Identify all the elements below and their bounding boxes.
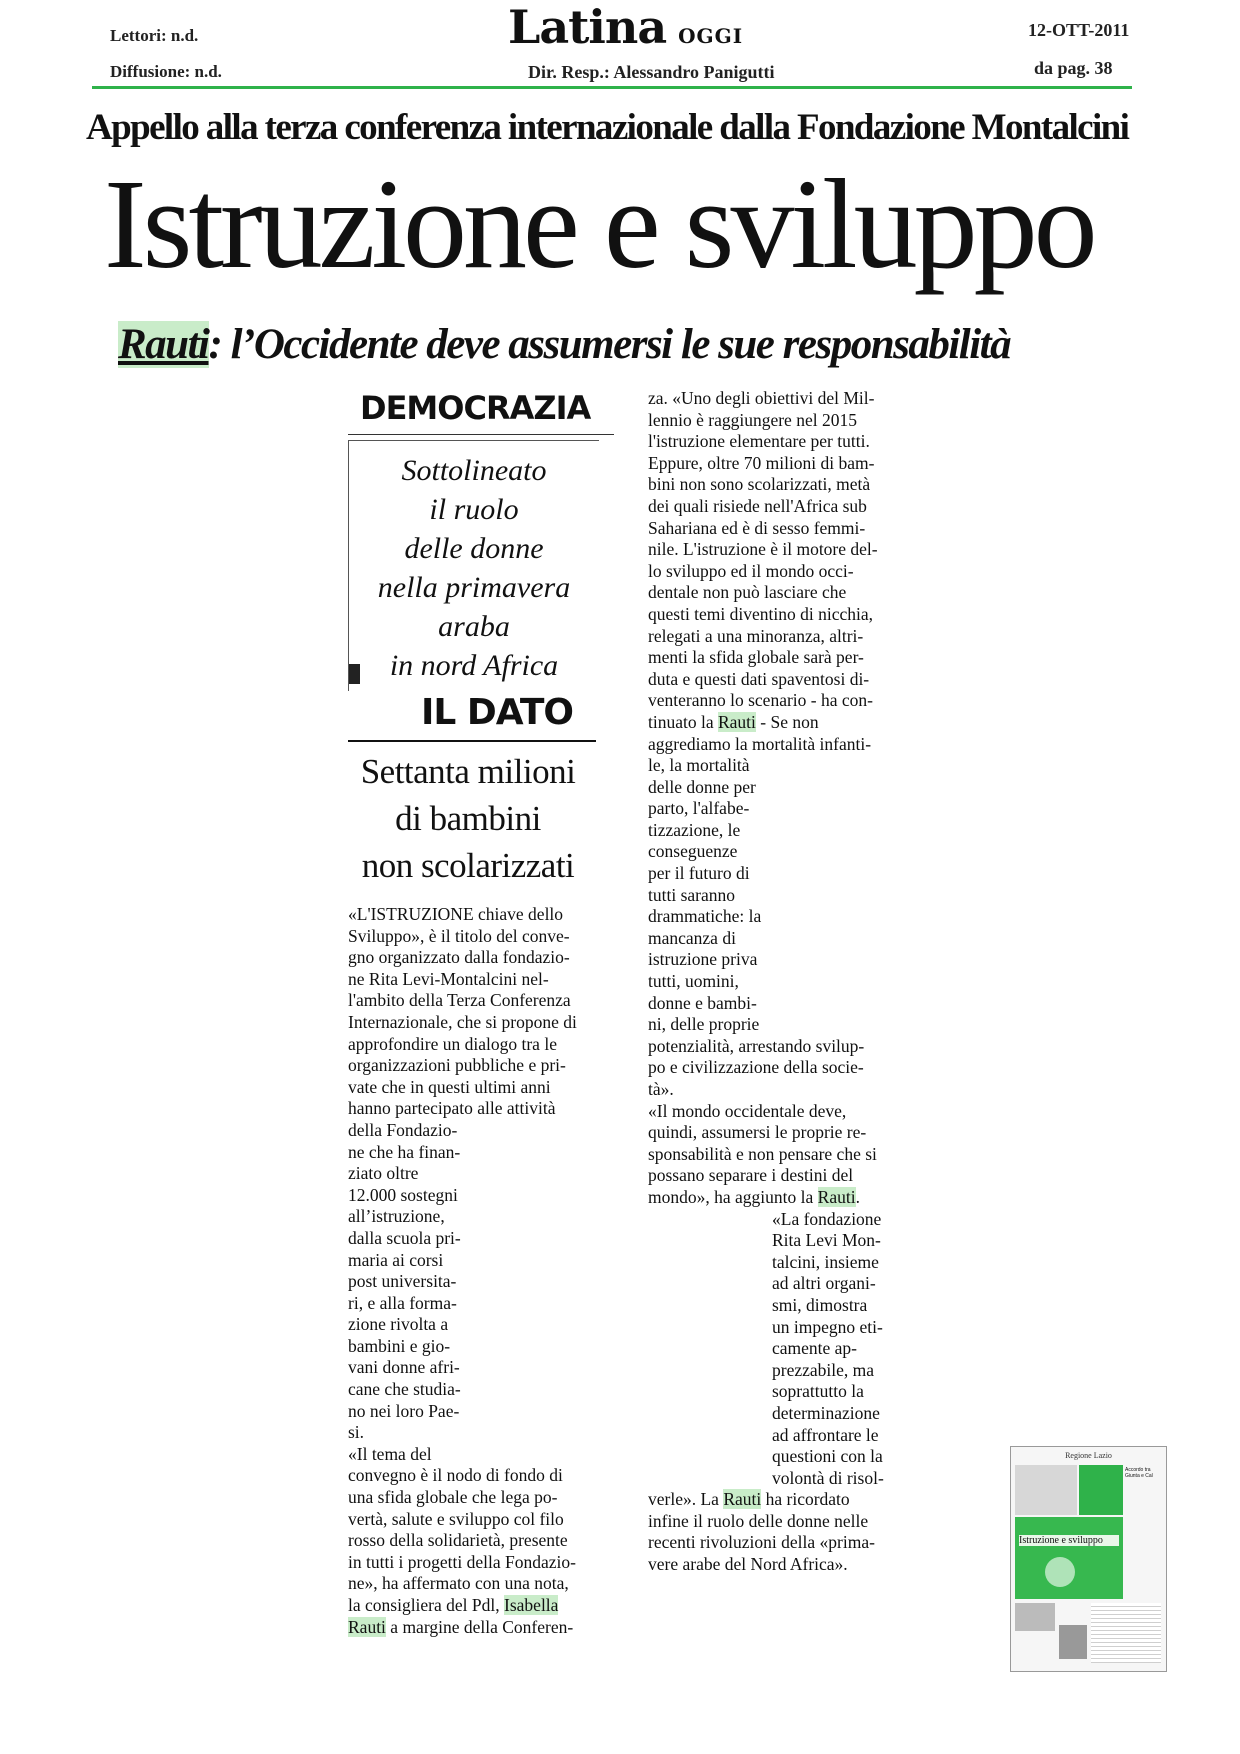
text-line: dei quali risiede nell'Africa sub <box>648 495 867 516</box>
text-line: menti la sfida globale sarà per- <box>648 647 864 668</box>
highlighted-name: Rauti <box>723 1489 762 1510</box>
text-line: dalla scuola pri- <box>348 1227 461 1248</box>
subhead-name: Rauti <box>118 321 209 368</box>
text-line: le, la mortalità <box>648 755 750 776</box>
thumbnail-headline: Istruzione e sviluppo <box>1019 1535 1119 1546</box>
text-line: Rauti a margine della Conferen- <box>348 1616 574 1637</box>
text-line: ne», ha affermato con una nota, <box>348 1573 569 1594</box>
date-label: 12-OTT-2011 <box>1028 20 1130 40</box>
page-thumbnail <box>1010 1446 1167 1672</box>
text-line: nile. L'istruzione è il motore del- <box>648 539 878 560</box>
text-line: mancanza di <box>648 927 736 948</box>
text-line: ad affrontare le <box>772 1424 879 1445</box>
text-line: approfondire un dialogo tra le <box>348 1033 557 1054</box>
text-line: lo sviluppo ed il mondo occi- <box>648 560 854 581</box>
subhead-rest: : l’Occidente deve assumersi le sue responsabilità <box>208 321 1011 368</box>
text-line: lennio è raggiungere nel 2015 <box>648 409 857 430</box>
text-line: tutti saranno <box>648 884 735 905</box>
text-line: recenti rivoluzioni della «prima- <box>648 1532 875 1553</box>
pull-quote-line: in nord Africa <box>389 649 559 682</box>
text-line: soprattutto la <box>772 1381 864 1402</box>
text-line: organizzazioni pubbliche e pri- <box>348 1055 566 1076</box>
thumbnail-article <box>1015 1517 1123 1599</box>
box-title-line: di bambini <box>395 799 541 838</box>
text-line: vate che in questi ultimi anni <box>348 1076 551 1097</box>
logo-sub: OGGI <box>678 24 744 48</box>
thumbnail-green-panel <box>1079 1465 1123 1515</box>
text-line: si. <box>348 1422 365 1443</box>
highlighted-name: Rauti <box>348 1616 386 1637</box>
text-line: smi, dimostra <box>772 1294 868 1315</box>
text-line: ziato oltre <box>348 1163 419 1184</box>
text-line: «Il tema del <box>348 1443 432 1464</box>
text-line: hanno partecipato alle attività <box>348 1098 556 1119</box>
text-line: tizzazione, le <box>648 819 741 840</box>
text-line: zione rivolta a <box>348 1314 449 1335</box>
text-line: ne Rita Levi-Montalcini nel- <box>348 968 549 989</box>
text-line: determinazione <box>772 1402 880 1423</box>
text-line: «Il mondo occidentale deve, <box>648 1100 847 1121</box>
pull-quote <box>349 441 599 685</box>
kicker: Appello alla terza conferenza internazionale dalla Fondazione Montalcini <box>86 107 1129 148</box>
page-ref-label: da pag. 38 <box>1034 58 1113 78</box>
text-line: Sviluppo», è il titolo del conve- <box>348 925 570 946</box>
text-line: possano separare i destini del <box>648 1165 854 1186</box>
pull-quote-line: araba <box>438 610 510 643</box>
director-label: Dir. Resp.: Alessandro Panigutti <box>528 62 775 82</box>
text-line: Internazionale, che si propone di <box>348 1011 577 1032</box>
text-line: tinuato la Rauti - Se non <box>648 711 819 732</box>
text-line: delle donne per <box>648 776 756 797</box>
text-line: parto, l'alfabe- <box>648 798 750 819</box>
text-line: dentale non può lasciare che <box>648 582 847 603</box>
text-line: vere arabe del Nord Africa». <box>648 1554 848 1575</box>
text-line: un impegno eti- <box>772 1316 883 1337</box>
thumbnail-photo-3 <box>1059 1625 1087 1659</box>
text-line: della Fondazio- <box>348 1119 458 1140</box>
text-line: bini non sono scolarizzati, metà <box>648 474 871 495</box>
text-line: in tutti i progetti della Fondazio- <box>348 1551 576 1572</box>
pull-quote-box <box>348 440 599 691</box>
highlighted-name: Rauti <box>817 1186 856 1207</box>
text-line: vertà, salute e sviluppo col filo <box>348 1508 564 1529</box>
readers-label: Lettori: n.d. <box>110 26 199 45</box>
text-line: l'ambito della Terza Conferenza <box>348 990 571 1011</box>
text-line: duta e questi dati spaventosi di- <box>648 668 870 689</box>
thumbnail-masthead: Regione Lazio <box>1065 1451 1112 1460</box>
text-line: aggrediamo la mortalità infanti- <box>648 733 872 754</box>
text-line: infine il ruolo delle donne nelle <box>648 1510 869 1531</box>
text-line: «La fondazione <box>772 1208 882 1229</box>
text-line: prezzabile, ma <box>772 1359 875 1380</box>
pull-quote-line: nella primavera <box>377 571 571 604</box>
text-line: post universita- <box>348 1271 457 1292</box>
text-line: per il futuro di <box>648 863 750 884</box>
text-line: Eppure, oltre 70 milioni di bam- <box>648 452 875 473</box>
text-line: camente ap- <box>772 1338 858 1359</box>
section-label: DEMOCRAZIA <box>360 389 591 427</box>
text-line: talcini, insieme <box>772 1251 879 1272</box>
text-line: gno organizzato dalla fondazio- <box>348 947 570 968</box>
text-line: no nei loro Pae- <box>348 1400 460 1421</box>
newspaper-logo <box>508 0 744 54</box>
box-title-line: Settanta milioni <box>360 752 576 791</box>
box-title <box>348 748 588 889</box>
text-line: bambini e gio- <box>348 1335 451 1356</box>
text-line: relegati a una minoranza, altri- <box>648 625 864 646</box>
highlighted-name: Rauti <box>717 711 756 732</box>
pull-quote-line: il ruolo <box>429 493 519 526</box>
text-line: l'istruzione elementare per tutti. <box>648 431 870 452</box>
text-line: mondo», ha aggiunto la Rauti. <box>648 1186 860 1207</box>
text-line: maria ai corsi <box>348 1249 444 1270</box>
thumbnail-photo-2 <box>1015 1603 1055 1631</box>
box-title-line: non scolarizzati <box>361 846 575 885</box>
text-line: tà». <box>648 1079 674 1099</box>
column-2 <box>648 388 898 1576</box>
text-line: Sahariana ed è di sesso femmi- <box>648 517 866 538</box>
box-rule <box>348 740 596 742</box>
thumbnail-text <box>1091 1603 1161 1663</box>
text-line: all’istruzione, <box>348 1206 445 1227</box>
section-rule <box>348 434 614 435</box>
pull-quote-line: Sottolineato <box>401 454 547 487</box>
text-line: tutti, uomini, <box>648 971 739 992</box>
highlighted-name: Isabella <box>504 1595 559 1615</box>
text-line: una sfida globale che lega po- <box>348 1487 558 1508</box>
text-line: istruzione priva <box>648 949 758 970</box>
text-line: drammatiche: la <box>648 906 762 927</box>
subhead <box>118 320 1010 369</box>
text-line: Rita Levi Mon- <box>772 1230 881 1251</box>
text-line: rosso della solidarietà, presente <box>348 1530 568 1551</box>
thumbnail-portrait <box>1045 1557 1075 1587</box>
text-line: convegno è il nodo di fondo di <box>348 1465 563 1486</box>
thumbnail-photo <box>1015 1465 1077 1515</box>
text-line: ad altri organi- <box>772 1273 876 1294</box>
box-label: IL DATO <box>421 692 573 733</box>
text-line: cane che studia- <box>348 1379 461 1400</box>
text-line: po e civilizzazione della socie- <box>648 1057 864 1078</box>
text-line: verle». La Rauti ha ricordato <box>648 1489 850 1510</box>
text-line: «L'ISTRUZIONE chiave dello <box>348 904 564 924</box>
text-line: la consigliera del Pdl, Isabella <box>348 1595 559 1615</box>
text-line: 12.000 sostegni <box>348 1184 458 1205</box>
column-1 <box>348 904 596 1638</box>
bullet-square <box>349 664 360 684</box>
text-line: ni, delle proprie <box>648 1014 760 1035</box>
text-line: za. «Uno degli obiettivi del Mil- <box>648 388 875 408</box>
text-line: donne e bambi- <box>648 992 757 1013</box>
text-line: venteranno lo scenario - ha con- <box>648 690 873 711</box>
text-line: questi temi diventino di nicchia, <box>648 603 874 624</box>
text-line: ne che ha finan- <box>348 1141 461 1162</box>
text-line: potenzialità, arrestando svilup- <box>648 1035 865 1056</box>
text-line: sponsabilità e non pensare che si <box>648 1143 877 1164</box>
text-line: vani donne afri- <box>348 1357 460 1378</box>
text-line: quindi, assumersi le proprie re- <box>648 1122 867 1143</box>
text-line: volontà di risol- <box>772 1467 884 1488</box>
header-rule <box>92 86 1132 89</box>
headline: Istruzione e sviluppo <box>104 153 1094 295</box>
logo-main: Latina <box>508 0 667 54</box>
circulation-label: Diffusione: n.d. <box>110 62 222 81</box>
text-line: ri, e alla forma- <box>348 1292 457 1313</box>
pull-quote-line: delle donne <box>404 532 544 565</box>
text-line: questioni con la <box>772 1446 883 1467</box>
thumbnail-side-title: Accordo tra Giunta e Cal <box>1125 1467 1153 1479</box>
text-line: conseguenze <box>648 841 738 862</box>
